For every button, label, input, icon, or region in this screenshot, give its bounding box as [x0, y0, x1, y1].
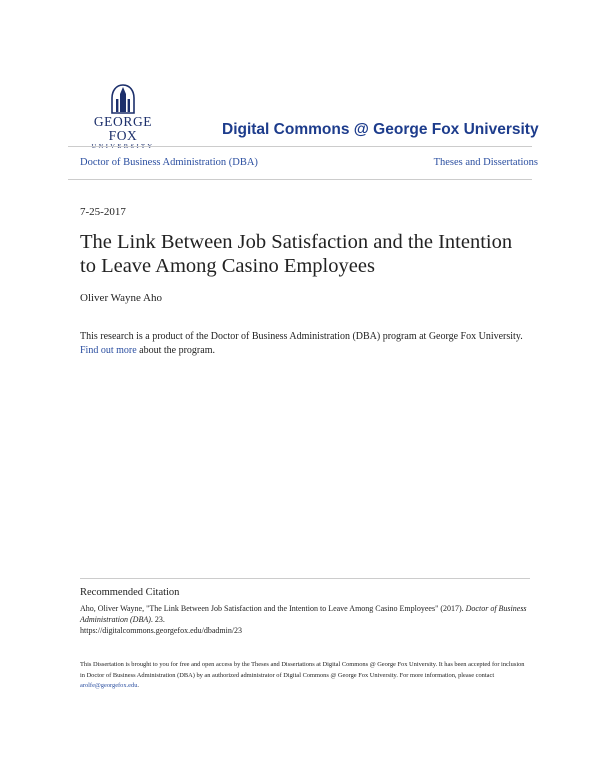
contact-email-link[interactable]: arolfe@georgefox.edu	[80, 682, 138, 689]
university-logo[interactable]	[78, 84, 168, 143]
author-name: Oliver Wayne Aho	[80, 292, 163, 304]
recommended-citation-heading: Recommended Citation	[80, 587, 180, 598]
citation-main: Aho, Oliver Wayne, "The Link Between Job Satisfaction and the Intention to Leave Among Casino Employees" (2017).	[80, 604, 466, 613]
site-title-link[interactable]: Digital Commons @ George Fox University	[222, 121, 539, 138]
logo-subtitle	[78, 143, 168, 151]
footer-text: This Dissertation is brought to you for free and open access by the Theses and Dissertations at Digital Commons @ George Fox University. It has been accepted for inclusion in Doctor of Business Administration (DBA) by an authorized administrator of Digital Commons @ George Fox University. For more information, please contact	[80, 661, 525, 679]
citation-number: . 23.	[150, 615, 165, 624]
publication-date: 7-25-2017	[80, 206, 126, 218]
footer-note	[80, 660, 528, 692]
program-note-text: This research is a product of the Doctor of Business Administration (DBA) program at George Fox University.	[80, 331, 523, 342]
document-title: The Link Between Job Satisfaction and the Intention to Leave Among Casino Employees	[80, 231, 513, 277]
footer-end: .	[137, 682, 140, 689]
citation-text	[80, 603, 528, 636]
breadcrumb-divider	[68, 179, 532, 180]
citation-divider	[80, 578, 530, 579]
series-link[interactable]: Theses and Dissertations	[433, 157, 538, 168]
header-divider	[68, 146, 532, 147]
logo-wordmark: GEORGE FOX	[93, 114, 153, 143]
citation-url[interactable]: https://digitalcommons.georgefox.edu/dbadmin/23	[80, 626, 243, 635]
program-note	[80, 330, 528, 358]
collection-link[interactable]: Doctor of Business Administration (DBA)	[80, 157, 258, 168]
program-note-suffix: about the program.	[136, 345, 215, 356]
find-out-more-link[interactable]: Find out more	[80, 345, 137, 356]
citation-journal: Doctor of Business Administration (DBA)	[80, 604, 527, 624]
tower-emblem-icon	[110, 84, 136, 114]
